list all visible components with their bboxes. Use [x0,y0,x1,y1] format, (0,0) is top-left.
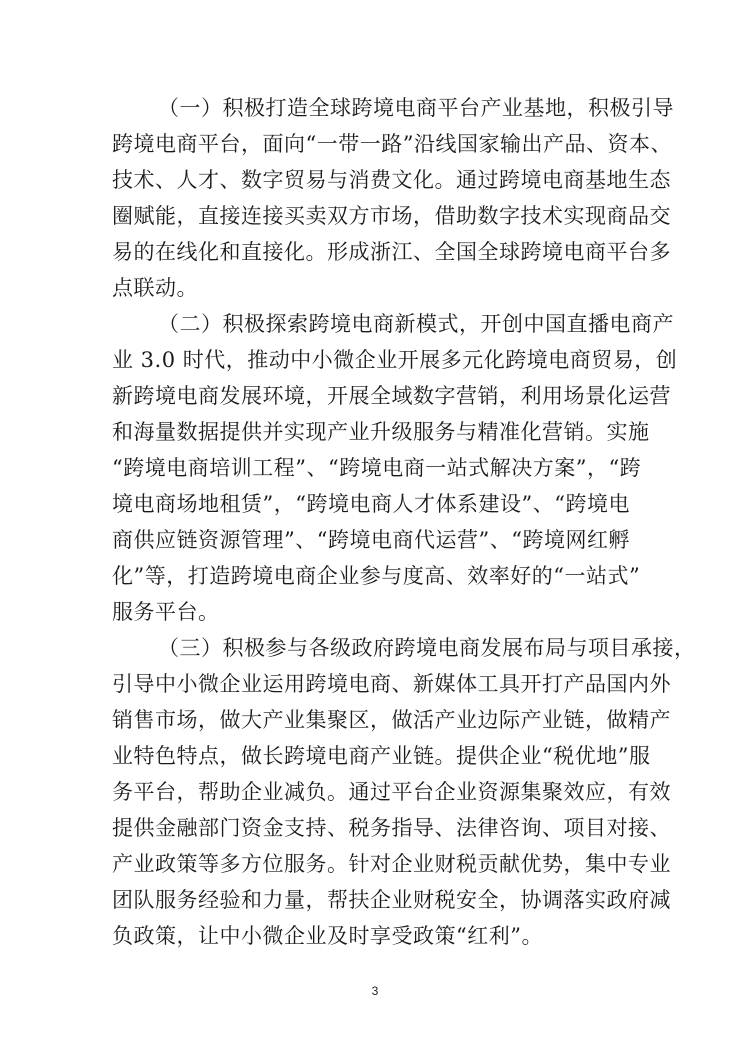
text-line: 引导中小微企业运用跨境电商、新媒体工具开打产品国内外 [112,672,671,696]
text-line: 技术、人才、数字贸易与消费文化。通过跨境电商基地生态 [112,168,671,192]
text-line: 销售市场，做大产业集聚区，做活产业边际产业链，做精产 [112,708,671,732]
text-line: 提供金融部门资金支持、税务指导、法律咨询、项目对接、 [112,816,671,840]
text-line: 服务平台。 [112,600,220,624]
text-line: 跨境电商平台，面向“一带一路”沿线国家输出产品、资本、 [112,132,672,156]
text-line: （三）积极参与各级政府跨境电商发展布局与项目承接， [158,636,696,660]
text-line: （一）积极打造全球跨境电商平台产业基地，积极引导 [158,96,674,120]
text-line: 点联动。 [112,276,198,300]
text-line: （二）积极探索跨境电商新模式，开创中国直播电商产 [158,312,674,336]
text-line: “跨境电商培训工程”、“跨境电商一站式解决方案”，“跨 [112,456,642,480]
text-line: 产业政策等多方位服务。针对企业财税贡献优势，集中专业 [112,852,671,876]
page-number: 3 [371,984,379,998]
text-line: 负政策，让中小微企业及时享受政策“红利”。 [112,924,543,948]
text-line: 易的在线化和直接化。形成浙江、全国全球跨境电商平台多 [112,240,671,264]
text-line: 化”等，打造跨境电商企业参与度高、效率好的“一站式” [112,564,641,588]
text-line: 圈赋能，直接连接买卖双方市场，借助数字技术实现商品交 [112,204,671,228]
text-line: 和海量数据提供并实现产业升级服务与精准化营销。实施 [112,420,650,444]
text-line: 商供应链资源管理”、“跨境电商代运营”、“跨境网红孵 [112,528,630,552]
text-line: 境电商场地租赁”，“跨境电商人才体系建设”、“跨境电 [112,492,630,516]
text-line: 业特色特点，做长跨境电商产业链。提供企业“税优地”服 [112,744,651,768]
text-line: 业 3.0 时代，推动中小微企业开展多元化跨境电商贸易，创 [112,348,678,372]
text-line: 新跨境电商发展环境，开展全域数字营销，利用场景化运营 [112,384,671,408]
text-line: 团队服务经验和力量，帮扶企业财税安全，协调落实政府减 [112,888,671,912]
text-line: 务平台，帮助企业减负。通过平台企业资源集聚效应，有效 [112,780,671,804]
